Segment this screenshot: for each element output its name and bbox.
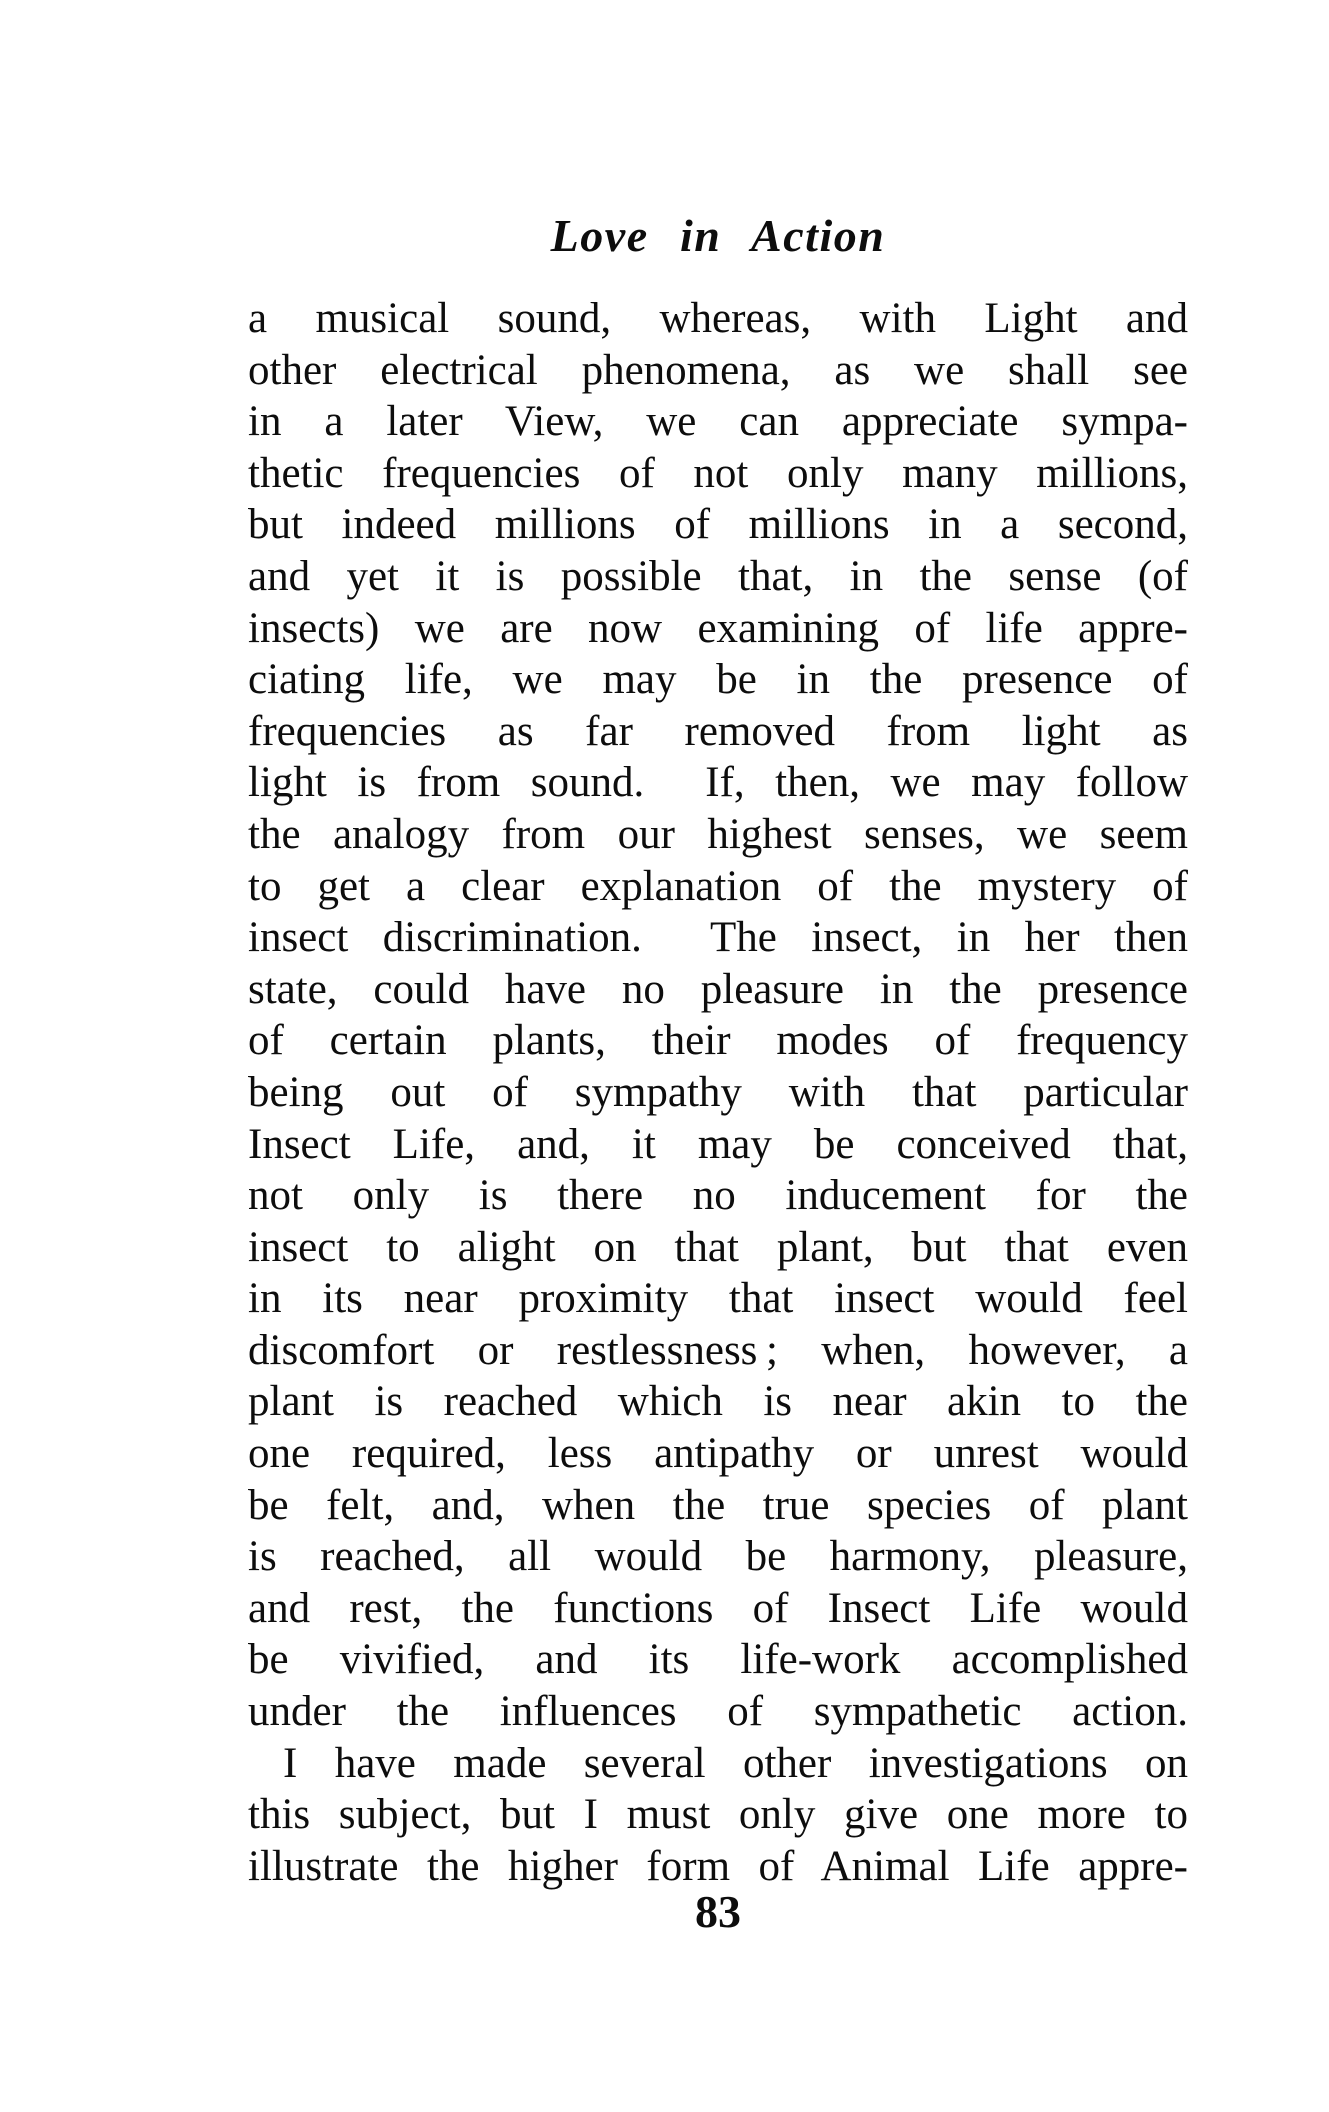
text-line: not only is there no inducement for the bbox=[248, 1172, 1188, 1220]
text-line: other electrical phenomena, as we shall see bbox=[248, 346, 1188, 394]
text-line: illustrate the higher form of Animal Life appre- bbox=[248, 1842, 1188, 1890]
text-line: in a later View, we can appreciate sympa- bbox=[248, 398, 1188, 446]
page-title: Love in Action bbox=[550, 210, 886, 261]
text-line: be vivified, and its life-work accomplished bbox=[248, 1636, 1188, 1684]
text-line: is reached, all would be harmony, pleasure, bbox=[248, 1533, 1188, 1581]
text-line: Insect Life, and, it may be conceived that, bbox=[248, 1120, 1188, 1168]
text-line: thetic frequencies of not only many millions, bbox=[248, 449, 1188, 497]
text-line: one required, less antipathy or unrest would bbox=[248, 1430, 1188, 1478]
text-line: discomfort or restlessness ; when, however, a bbox=[248, 1326, 1188, 1374]
text-line: be felt, and, when the true species of plant bbox=[248, 1481, 1188, 1529]
text-line: light is from sound. If, then, we may follow bbox=[248, 759, 1188, 807]
text-line: to get a clear explanation of the mystery of bbox=[248, 862, 1188, 910]
text-line: insect discrimination. The insect, in her then bbox=[248, 914, 1188, 962]
text-line: under the influences of sympathetic action. bbox=[248, 1688, 1188, 1736]
text-line: of certain plants, their modes of frequency bbox=[248, 1017, 1188, 1065]
text-line: insect to alight on that plant, but that even bbox=[248, 1223, 1188, 1271]
text-line: and rest, the functions of Insect Life would bbox=[248, 1584, 1188, 1632]
text-line: plant is reached which is near akin to the bbox=[248, 1378, 1188, 1426]
text-line: in its near proximity that insect would feel bbox=[248, 1275, 1188, 1323]
text-line: the analogy from our highest senses, we seem bbox=[248, 810, 1188, 858]
text-line: a musical sound, whereas, with Light and bbox=[248, 295, 1188, 342]
text-line: and yet it is possible that, in the sense (of bbox=[248, 552, 1188, 600]
text-line: ciating life, we may be in the presence of bbox=[248, 656, 1188, 704]
body-text bbox=[248, 293, 1188, 1892]
text-line: I have made several other investigations on bbox=[283, 1739, 1188, 1787]
page-number: 83 bbox=[695, 1886, 741, 1937]
text-line: state, could have no pleasure in the presence bbox=[248, 965, 1188, 1013]
text-line: being out of sympathy with that particular bbox=[248, 1068, 1188, 1116]
text-line: but indeed millions of millions in a second, bbox=[248, 501, 1188, 549]
text-line: insects) we are now examining of life appre- bbox=[248, 604, 1188, 652]
text-line: frequencies as far removed from light as bbox=[248, 707, 1188, 755]
text-line: this subject, but I must only give one more to bbox=[248, 1791, 1188, 1839]
